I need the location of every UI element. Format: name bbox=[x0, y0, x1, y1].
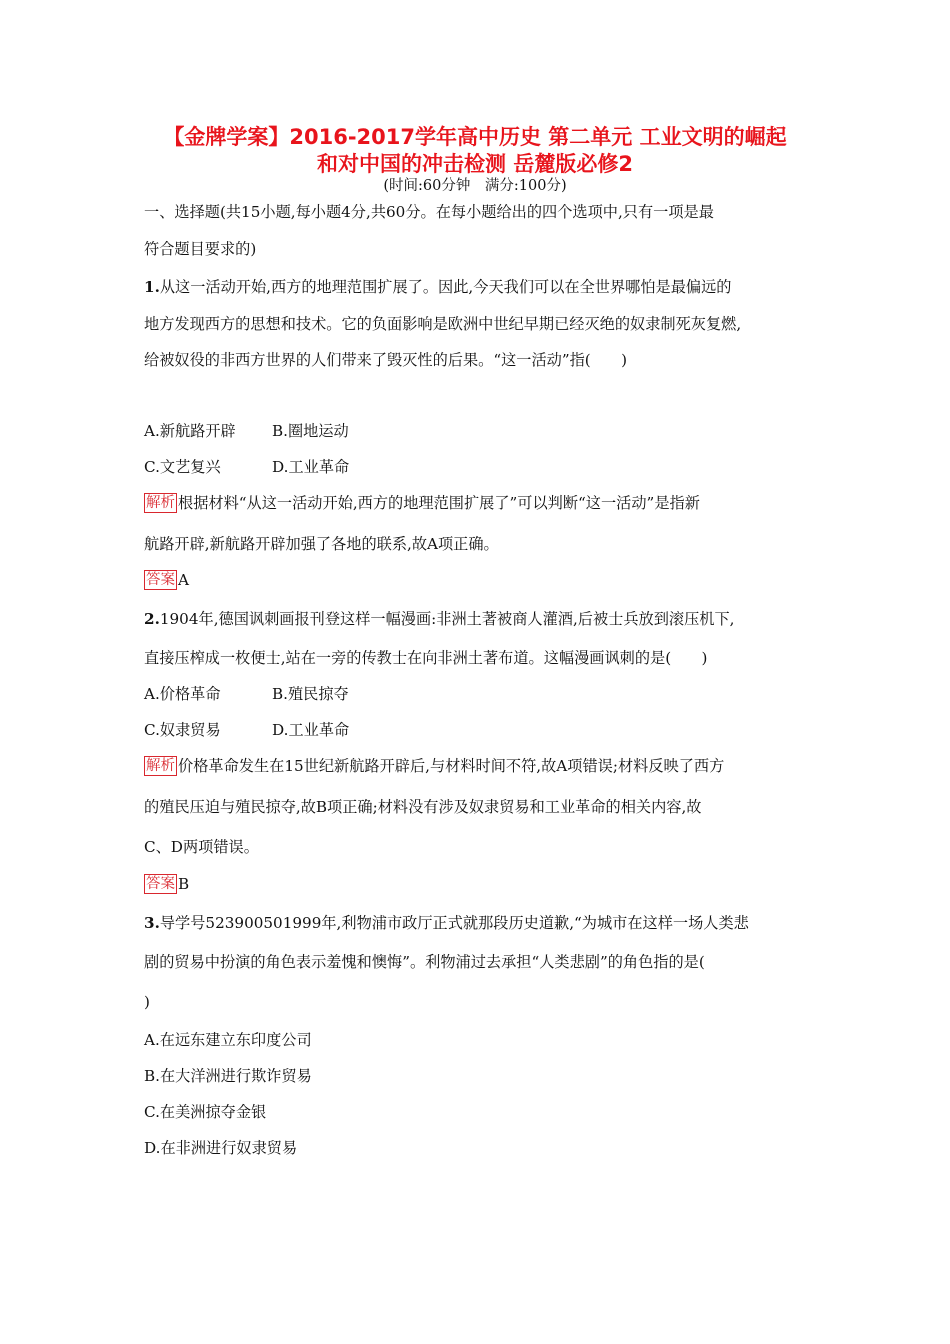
question-3-number: 3. bbox=[144, 914, 160, 932]
question-1-line-3: 给被奴役的非西方世界的人们带来了毁灭性的后果。“这一活动”指( ) bbox=[144, 351, 628, 369]
question-2-analysis-line-3: C、D两项错误。 bbox=[144, 838, 259, 856]
question-1-analysis-line-1: 解析 根据材料“从这一活动开始,西方的地理范围扩展了”可以判断“这一活动”是指新 bbox=[146, 494, 700, 512]
question-2-option-b: B.殖民掠夺 bbox=[272, 685, 349, 703]
question-1-options-cd bbox=[144, 456, 350, 478]
question-1-options-ab bbox=[144, 420, 349, 442]
question-1-line-1: 1.从这一活动开始,西方的地理范围扩展了。因此,今天我们可以在全世界哪怕是最偏远的 bbox=[144, 278, 732, 296]
question-1-analysis-line-2: 航路开辟,新航路开辟加强了各地的联系,故A项正确。 bbox=[144, 535, 499, 553]
question-2-options-ab bbox=[144, 683, 349, 705]
question-2-option-c: C.奴隶贸易 bbox=[144, 721, 221, 739]
question-2-analysis-line-2: 的殖民压迫与殖民掠夺,故B项正确;材料没有涉及奴隶贸易和工业革命的相关内容,故 bbox=[144, 798, 702, 816]
question-3-option-c: C.在美洲掠夺金银 bbox=[144, 1103, 267, 1121]
question-1-answer: 答案 A bbox=[146, 571, 189, 589]
analysis-label: 解析 bbox=[146, 495, 175, 511]
question-3-option-d: D.在非洲进行奴隶贸易 bbox=[144, 1139, 298, 1157]
answer-label: 答案 bbox=[146, 572, 175, 588]
section-heading-line-1: 一、选择题(共15小题,每小题4分,共60分。在每小题给出的四个选项中,只有一项是最 bbox=[144, 203, 714, 221]
question-2-option-a: A.价格革命 bbox=[144, 685, 221, 703]
question-1-option-c: C.文艺复兴 bbox=[144, 458, 221, 476]
question-1-option-a: A.新航路开辟 bbox=[144, 422, 236, 440]
question-3-option-b: B.在大洋洲进行欺诈贸易 bbox=[144, 1067, 312, 1085]
question-3-line-3: ) bbox=[144, 993, 150, 1011]
question-3-line-2: 剧的贸易中扮演的角色表示羞愧和懊悔”。利物浦过去承担“人类悲剧”的角色指的是( bbox=[144, 953, 705, 971]
question-3-line-1: 3.导学号523900501999年,利物浦市政厅正式就那段历史道歉,“为城市在这样一场人类悲 bbox=[144, 914, 749, 932]
question-2-answer: 答案 B bbox=[146, 875, 190, 893]
exam-meta: (时间:60分钟 满分:100分) bbox=[383, 178, 567, 194]
question-1-number: 1. bbox=[144, 278, 160, 296]
question-1-option-d: D.工业革命 bbox=[272, 458, 350, 476]
section-heading-line-2: 符合题目要求的) bbox=[144, 240, 257, 258]
question-2-line-2: 直接压榨成一枚便士,站在一旁的传教士在向非洲土著布道。这幅漫画讽刺的是( ) bbox=[144, 649, 708, 667]
question-2-option-d: D.工业革命 bbox=[272, 721, 350, 739]
question-2-number: 2. bbox=[144, 610, 160, 628]
question-1-line-2: 地方发现西方的思想和技术。它的负面影响是欧洲中世纪早期已经灭绝的奴隶制死灰复燃, bbox=[144, 315, 742, 333]
document-title-line-2: 和对中国的冲击检测 岳麓版必修2 bbox=[317, 152, 633, 176]
question-1-option-b: B.圈地运动 bbox=[272, 422, 349, 440]
document-title-line-1: 【金牌学案】2016-2017学年高中历史 第二单元 工业文明的崛起 bbox=[163, 125, 787, 149]
question-2-options-cd bbox=[144, 719, 350, 741]
answer-label: 答案 bbox=[146, 876, 175, 892]
question-2-analysis-line-1: 解析 价格革命发生在15世纪新航路开辟后,与材料时间不符,故A项错误;材料反映了西方 bbox=[146, 757, 725, 775]
question-3-option-a: A.在远东建立东印度公司 bbox=[144, 1031, 312, 1049]
question-2-line-1: 2.1904年,德国讽刺画报刊登这样一幅漫画:非洲土著被商人灌酒,后被士兵放到滚压机下, bbox=[144, 610, 735, 628]
analysis-label: 解析 bbox=[146, 758, 175, 774]
